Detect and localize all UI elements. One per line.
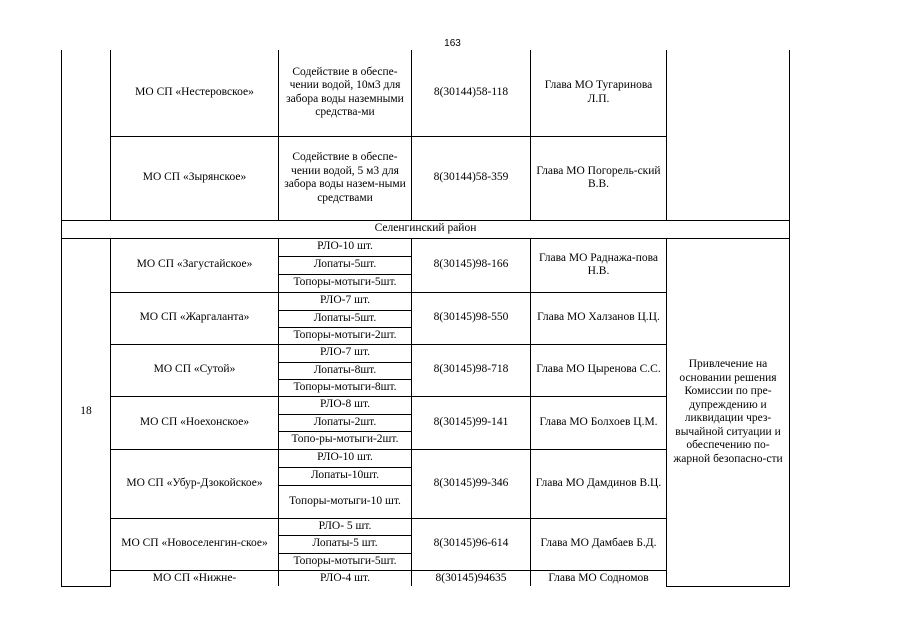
phone-cell: 8(30145)98-166 [412, 238, 531, 292]
table-row [62, 238, 790, 256]
municipality-cell: МО СП «Зырянское» [111, 136, 279, 220]
phone-cell: 8(30145)94635 [412, 570, 531, 586]
resource-cell: Лопаты-2шт. [279, 414, 412, 431]
phone-cell: 8(30145)99-346 [412, 449, 531, 518]
resource-cell: РЛО-7 шт. [279, 344, 412, 362]
resource-table [61, 50, 790, 587]
municipality-cell: МО СП «Убур-Дзокойское» [111, 449, 279, 518]
section-number: 18 [62, 238, 111, 586]
resource-cell: РЛО-4 шт. [279, 570, 412, 586]
resource-cell: Содействие в обеспе-чении водой, 10м3 для забора воды наземными средства-ми [279, 50, 412, 136]
resource-cell: Лопаты-5шт. [279, 256, 412, 274]
resource-cell: Лопаты-8шт. [279, 362, 412, 379]
head-cell: Глава МО Болхоев Ц.М. [531, 396, 667, 449]
phone-cell: 8(30145)98-550 [412, 292, 531, 344]
resource-cell: РЛО-10 шт. [279, 449, 412, 467]
head-cell: Глава МО Раднажа-пова Н.В. [531, 238, 667, 292]
section-title: Селенгинский район [62, 220, 790, 238]
resource-cell: Лопаты-5шт. [279, 310, 412, 327]
municipality-cell: МО СП «Ноехонское» [111, 396, 279, 449]
resource-cell: РЛО-8 шт. [279, 396, 412, 414]
page-number: 163 [444, 38, 461, 49]
number-cell [62, 50, 111, 220]
resource-cell: Топоры-мотыги-5шт. [279, 274, 412, 292]
head-cell: Глава МО Халзанов Ц.Ц. [531, 292, 667, 344]
head-cell: Глава МО Цыренова С.С. [531, 344, 667, 396]
resource-cell: РЛО- 5 шт. [279, 518, 412, 535]
municipality-cell: МО СП «Сутой» [111, 344, 279, 396]
head-cell: Глава МО Дамбаев Б.Д. [531, 518, 667, 570]
phone-cell: 8(30144)58-118 [412, 50, 531, 136]
municipality-cell: МО СП «Новоселенгин-ское» [111, 518, 279, 570]
resource-cell: Топоры-мотыги-2шт. [279, 327, 412, 344]
section-row [62, 220, 790, 238]
resource-cell: Топоры-мотыги-10 шт. [279, 485, 412, 518]
resource-cell: Топоры-мотыги-8шт. [279, 379, 412, 396]
head-cell: Глава МО Тугаринова Л.П. [531, 50, 667, 136]
resource-cell: Лопаты-5 шт. [279, 535, 412, 553]
municipality-cell: МО СП «Загустайское» [111, 238, 279, 292]
head-cell: Глава МО Содномов [531, 570, 667, 586]
head-cell: Глава МО Дамдинов В.Ц. [531, 449, 667, 518]
table-row [62, 50, 790, 136]
head-cell: Глава МО Погорель-ский В.В. [531, 136, 667, 220]
resource-cell: Топоры-мотыги-5шт. [279, 553, 412, 570]
resource-cell: Топо-ры-мотыги-2шт. [279, 431, 412, 449]
resource-cell: Содействие в обеспе-чении водой, 5 м3 для забора воды назем-ными средствами [279, 136, 412, 220]
resource-cell: Лопаты-10шт. [279, 467, 412, 485]
municipality-cell: МО СП «Жаргаланта» [111, 292, 279, 344]
phone-cell: 8(30144)58-359 [412, 136, 531, 220]
resource-cell: РЛО-10 шт. [279, 238, 412, 256]
municipality-cell: МО СП «Нижне- [111, 570, 279, 586]
phone-cell: 8(30145)99-141 [412, 396, 531, 449]
phone-cell: 8(30145)96-614 [412, 518, 531, 570]
note-cell [667, 50, 790, 220]
note-cell: Привлечение на основании решения Комиссии по пре-дупреждению и ликвидации чрез-вычайной ситуации и обеспечению по-жарной безопасно-сти [667, 238, 790, 586]
phone-cell: 8(30145)98-718 [412, 344, 531, 396]
municipality-cell: МО СП «Нестеровское» [111, 50, 279, 136]
resource-cell: РЛО-7 шт. [279, 292, 412, 310]
